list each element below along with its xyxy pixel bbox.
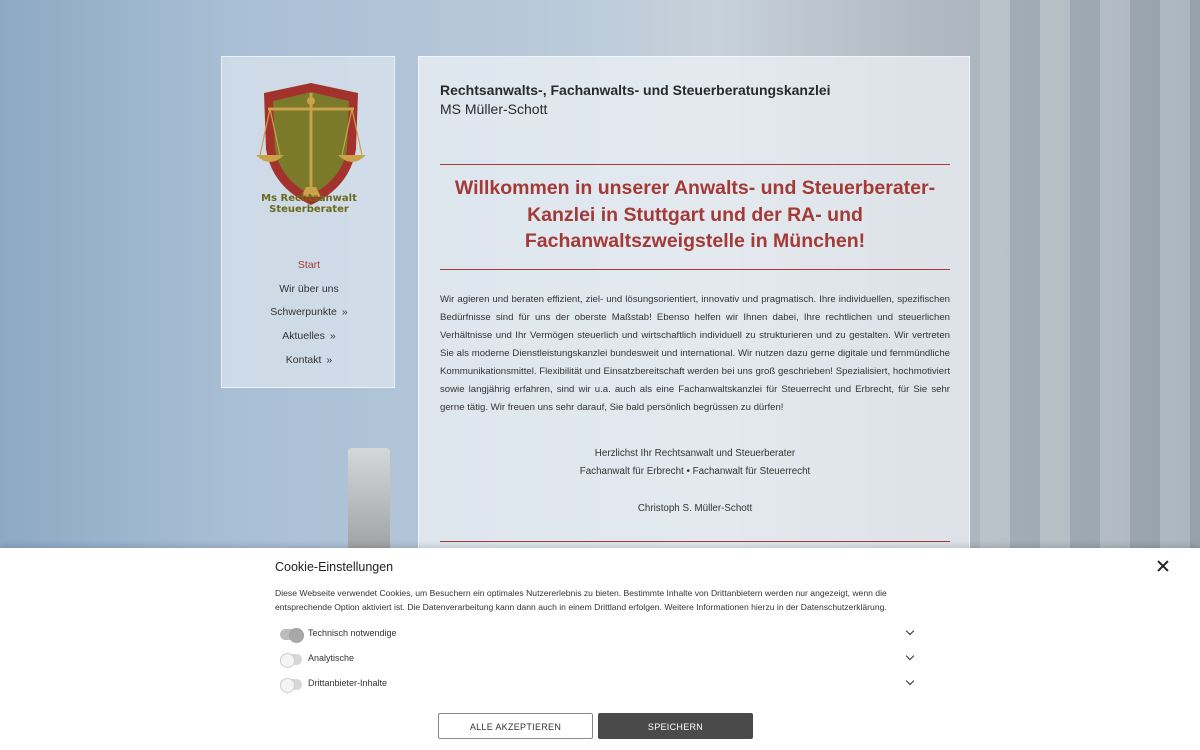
chevron-down-icon[interactable] xyxy=(906,653,914,661)
law-firm-logo-icon[interactable] xyxy=(246,79,376,211)
submenu-arrow-icon: » xyxy=(326,353,333,366)
cookie-option-third-party xyxy=(280,677,916,693)
nav-item-label: Start xyxy=(297,259,321,271)
nav-item-news[interactable] xyxy=(222,325,396,349)
chevron-down-icon[interactable] xyxy=(906,628,914,636)
save-button[interactable]: SPEICHERN xyxy=(598,713,753,739)
nav-item-label: Kontakt xyxy=(285,353,322,366)
nav-item-label: Wir über uns xyxy=(279,282,339,295)
cookie-option-necessary xyxy=(280,627,916,643)
firm-title: Rechtsanwalts-, Fachanwalts- und Steuerberatungskanzlei xyxy=(440,82,831,98)
background-decoration xyxy=(980,0,1200,560)
background-stamp-image xyxy=(348,448,390,558)
nav-item-label: Aktuelles xyxy=(282,330,325,343)
nav-item-contact[interactable] xyxy=(222,349,396,373)
sidebar xyxy=(221,56,395,388)
toggle-necessary[interactable] xyxy=(280,629,302,640)
specialties-text: Fachanwalt für Erbrecht • Fachanwalt für Steuerrecht xyxy=(579,466,811,477)
submenu-arrow-icon: » xyxy=(341,306,348,319)
accept-all-button[interactable]: ALLE AKZEPTIEREN xyxy=(438,713,593,739)
main-content xyxy=(418,56,970,556)
signature-name: Christoph S. Müller-Schott xyxy=(637,503,753,514)
cookie-description: Diese Webseite verwendet Cookies, um Besuchern ein optimales Nutzererlebnis zu bieten. Bestimmte Inhalte von Drittanbietern werden nur angezeigt, wenn die entsprechende Option aktiviert ist. Die Datenverarbeitung kann dann auch in einem Drittland erfolgen. Weitere Informationen hierzu in der Datenschutzerklärung. xyxy=(275,588,887,612)
toggle-third-party[interactable] xyxy=(280,679,302,690)
nav-item-label: Schwerpunkte xyxy=(270,306,337,319)
divider-bottom xyxy=(440,541,950,542)
submenu-arrow-icon: » xyxy=(329,330,336,343)
nav-item-focus-areas[interactable] xyxy=(222,301,396,325)
toggle-analytics[interactable] xyxy=(280,654,302,665)
cookie-title: Cookie-Einstellungen xyxy=(275,560,394,574)
close-icon[interactable] xyxy=(1155,558,1171,574)
chevron-down-icon[interactable] xyxy=(906,678,914,686)
divider-top xyxy=(440,164,950,165)
main-navigation xyxy=(222,254,396,372)
welcome-heading: Willkommen in unserer Anwalts- und Steuerberater-Kanzlei in Stuttgart und der RA- und Fachanwaltszweigstelle in München! xyxy=(454,177,936,252)
option-label: Technisch notwendige xyxy=(308,628,397,638)
nav-item-start[interactable] xyxy=(222,254,396,278)
option-label: Analytische xyxy=(308,653,355,663)
logo-text: Ms Rechtsanwalt Steuerberater xyxy=(261,193,357,215)
nav-item-about[interactable] xyxy=(222,278,396,302)
greeting-text: Herzlichst Ihr Rechtsanwalt und Steuerberater xyxy=(594,448,796,459)
cookie-banner xyxy=(0,548,1200,750)
intro-paragraph: Wir agieren und beraten effizient, ziel- und lösungsorientiert, innovativ und pragmatisch. Ihre individuellen, spezifischen Bedürfnisse sind für uns der oberste Maßstab! Ebenso helfen wir Ihnen dabei, Ihre rechtlichen und steuerlichen Verhältnisse und Ihr Vermögen steuerlich und wirtschaftlich individuell zu strukturieren und zu gestalten. Wir vertreten Sie als moderne Dienstleistungskanzlei bundesweit und international. Wir nutzen dazu gerne digitale und fernmündliche Kommunikationsmittel. Flexibilität und Einsatzbereitschaft werden bei uns groß geschrieben! Spezialisiert, hochmotiviert sowie langjährig erfahren, sind wir u.a. auch als eine Fachanwaltskanzlei für Steuerrecht und Erbrecht, für Sie sehr gerne tätig. Wir freuen uns sehr darauf, Sie bald persönlich begrüssen zu dürfen! xyxy=(440,294,950,413)
cookie-option-analytics xyxy=(280,652,916,668)
option-label: Drittanbieter-Inhalte xyxy=(308,678,388,688)
firm-name: MS Müller-Schott xyxy=(440,101,548,117)
divider-middle xyxy=(440,269,950,270)
